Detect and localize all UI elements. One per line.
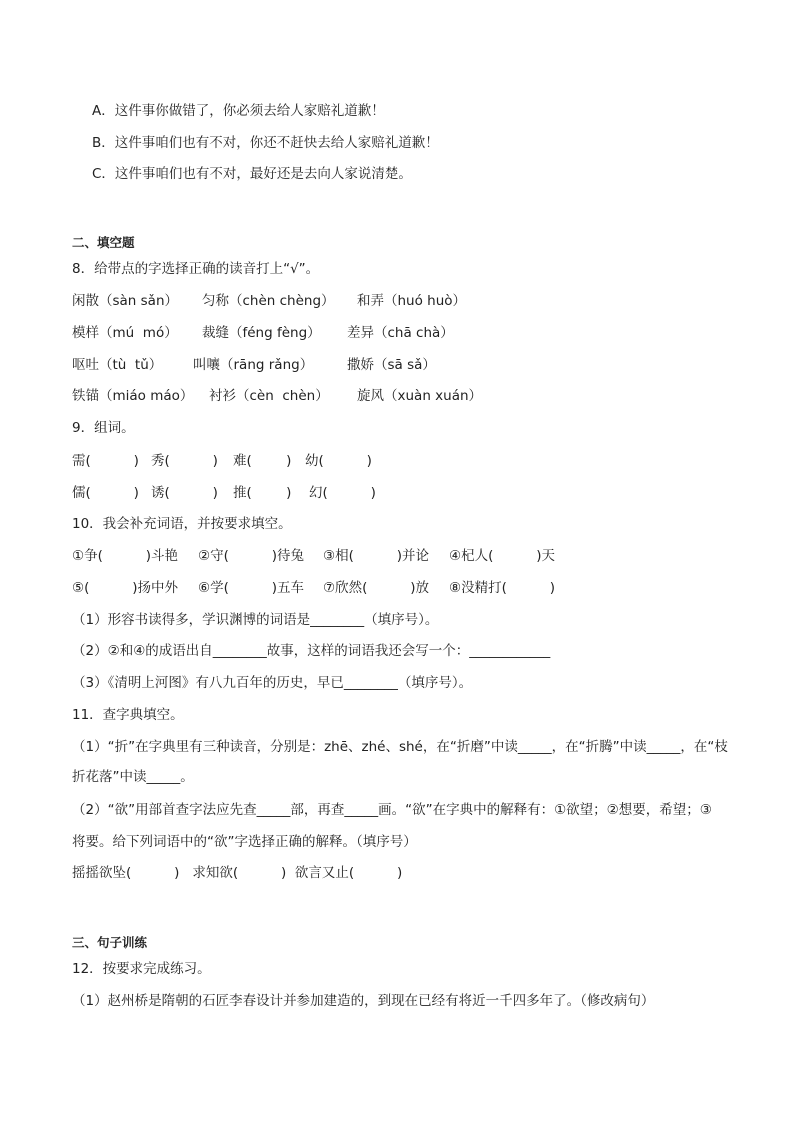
pinyin-item: 裁缝（féng fèng） [202, 325, 321, 341]
word-blank[interactable]: 推( ) [233, 485, 292, 501]
option-b: B．这件事咱们也有不对，你还不赶快去给人家赔礼道歉！ [92, 135, 439, 151]
idiom-blank[interactable]: ①争( )斗艳 [72, 548, 179, 564]
idiom-blank[interactable]: ④杞人( )天 [449, 548, 556, 564]
word-blank[interactable]: 需( ) [72, 453, 139, 469]
pinyin-item: 闲散（sàn sǎn） [72, 293, 179, 309]
idiom-blank[interactable]: ⑦欣然( )放 [323, 580, 430, 596]
q10-sub1: （1）形容书读得多，学识渊博的词语是________（填序号）。 [72, 612, 439, 628]
word-blank[interactable]: 诱( ) [151, 485, 218, 501]
q10-sub2: （2）②和④的成语出自________故事，这样的词语我还会写一个：____________ [72, 643, 551, 659]
option-c: C．这件事咱们也有不对，最好还是去向人家说清楚。 [92, 166, 412, 182]
pinyin-item: 铁锚（miáo máo） [72, 388, 194, 404]
pinyin-item: 差异（chā chà） [347, 325, 454, 341]
q12-sub1: （1）赵州桥是隋朝的石匠李春设计并参加建造的，到现在已经有将近一千四多年了。（修改病句） [72, 993, 655, 1009]
idiom-blank[interactable]: ⑧没精打( ) [449, 580, 556, 596]
pinyin-item: 匀称（chèn chèng） [202, 293, 335, 309]
option-a: A．这件事你做错了，你必须去给人家赔礼道歉！ [92, 103, 385, 119]
pinyin-item: 叫嚷（rāng rǎng） [193, 357, 314, 373]
word-blank[interactable]: 难( ) [233, 453, 292, 469]
q12-stem: 12．按要求完成练习。 [72, 961, 211, 977]
idiom-blank[interactable]: ⑥学( )五车 [198, 580, 305, 596]
q11-items[interactable]: 摇摇欲坠( ) 求知欲( ) 欲言又止( ) [72, 865, 403, 881]
pinyin-item: 撒娇（sā sǎ） [347, 357, 436, 373]
section-title-sentence: 三、句子训练 [72, 935, 148, 950]
q11-sub1-line2: 折花落”中读_____。 [72, 769, 194, 785]
idiom-blank[interactable]: ③相( )并论 [323, 548, 430, 564]
q11-sub1-line1: （1）“折”在字典里有三种读音，分别是：zhē、zhé、shé，在“折磨”中读_____，在“折腾”中读_____，在“枝 [72, 739, 728, 755]
pinyin-item: 呕吐（tù tǔ） [72, 357, 163, 373]
q11-sub2-line1: （2）“欲”用部首查字法应先查_____部，再查_____画。“欲”在字典中的解释有：①欲望；②想要，希望；③ [72, 802, 712, 818]
word-blank[interactable]: 儒( ) [72, 485, 139, 501]
pinyin-item: 旋风（xuàn xuán） [357, 388, 483, 404]
q8-stem: 8．给带点的字选择正确的读音打上“√”。 [72, 261, 320, 277]
q11-sub2-line2: 将要。给下列词语中的“欲”字选择正确的解释。（填序号） [72, 834, 417, 850]
pinyin-item: 和弄（huó huò） [357, 293, 467, 309]
q11-stem: 11．查字典填空。 [72, 707, 184, 723]
pinyin-item: 衬衫（cèn chèn） [209, 388, 329, 404]
q9-stem: 9．组词。 [72, 420, 135, 436]
q10-stem: 10．我会补充词语，并按要求填空。 [72, 516, 292, 532]
word-blank[interactable]: 幼( ) [305, 453, 372, 469]
word-blank[interactable]: 秀( ) [151, 453, 218, 469]
idiom-blank[interactable]: ⑤( )扬中外 [72, 580, 179, 596]
q10-sub3: （3）《清明上河图》有八九百年的历史，早已________（填序号）。 [72, 675, 473, 691]
word-blank[interactable]: 幻( ) [309, 485, 376, 501]
pinyin-item: 模样（mú mó） [72, 325, 178, 341]
section-title-fill-blank: 二、填空题 [72, 235, 135, 250]
idiom-blank[interactable]: ②守( )待兔 [198, 548, 305, 564]
